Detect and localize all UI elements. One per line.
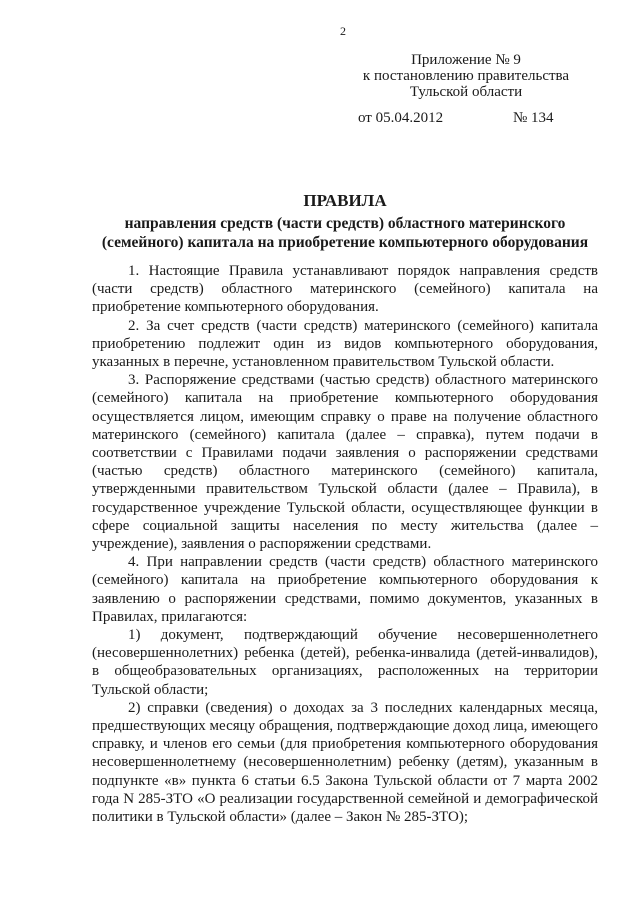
title-main: ПРАВИЛА (303, 191, 387, 210)
appendix-line: Тульской области (409, 84, 523, 100)
appendix-line: Приложение № 9 (411, 52, 521, 68)
paragraph: 2. За счет средств (части средств) материнского (семейного) капитала приобретению подлежит один из видов компьютерного оборудования, указанных в перечне, установленном правительством Тульской области. (92, 317, 598, 371)
appendix-line: к постановлению правительства (362, 68, 570, 84)
paragraph: 2) справки (сведения) о доходах за 3 последних календарных месяца, предшествующих месяцу обращения, подтверждающие доход лица, имеющего справку, и членов его семьи (для приобретения компьютерного оборудования несовершеннолетнему (несовершеннолетним) ребенку (детям), указанным в подпункте «в» пункта 6 статьи 6.5 Закона Тульской области от 7 марта 2002 года N 285-ЗТО «О реализации государственной семейной и демографической политики в Тульской области» (далее – Закон № 285-ЗТО); (92, 699, 598, 826)
decree-number: № 134 (513, 110, 554, 126)
document-body (92, 262, 598, 826)
decree-reference (358, 110, 568, 127)
title-subtitle-line: направления средств (части средств) областного материнского (124, 215, 566, 232)
paragraph: 1) документ, подтверждающий обучение несовершеннолетнего (несовершеннолетних) ребенка (детей), ребенка-инвалида (детей-инвалидов), в общеобразовательных организациях, расположенных на территории Тульской области; (92, 627, 598, 698)
paragraph: 3. Распоряжение средствами (частью средств) областного материнского (семейного) капитала на приобретение компьютерного оборудования осуществляется лицом, имеющим справку о праве на получение областного материнского (семейного) капитала (далее – справка), путем подачи в соответствии с Правилами подачи заявления о распоряжении средствами (частью средств) областного материнского (семейного) капитала, утвержденными правительством Тульской области (далее – Правила), в государственное учреждение Тульской области, осуществляющее функции в сфере социальной защиты населения по месту жительства (далее – учреждение), заявления о распоряжении средствами. (92, 372, 598, 553)
title-subtitle-line: (семейного) капитала на приобретение компьютерного оборудования (101, 234, 589, 251)
page-number: 2 (340, 24, 346, 38)
appendix-block (356, 52, 576, 100)
paragraph: 1. Настоящие Правила устанавливают порядок направления средств (части средств) областного материнского (семейного) капитала на приобретение компьютерного оборудования. (92, 263, 598, 316)
document-title (92, 191, 598, 252)
decree-date: от 05.04.2012 (358, 110, 444, 126)
paragraph: 4. При направлении средств (части средств) областного материнского (семейного) капитала на приобретение компьютерного оборудования к заявлению о распоряжении средствами, помимо документов, указанных в Правилах, прилагаются: (92, 554, 598, 625)
